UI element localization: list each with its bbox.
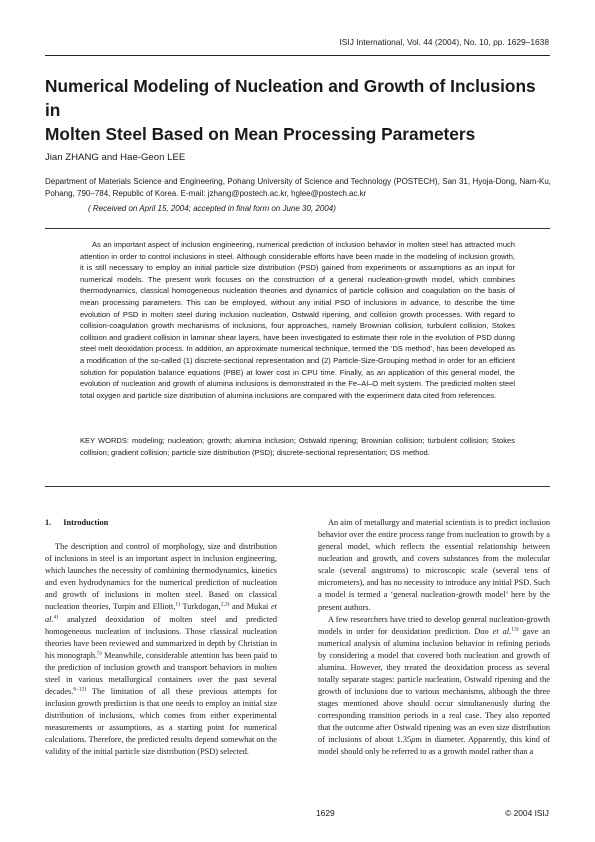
text-run: and Mukai <box>229 602 271 612</box>
title-line-2: Molten Steel Based on Mean Processing Parameters <box>45 124 476 144</box>
paper-title <box>45 74 550 146</box>
text-run: Turkdogan, <box>180 602 221 612</box>
abstract-top-rule <box>45 228 550 229</box>
journal-citation-header: ISIJ International, Vol. 44 (2004), No. 10, pp. 1629–1638 <box>339 37 549 47</box>
text-run: Meanwhile, considerable attention has been paid to the prediction of inclusion growth and transport behaviors in molten steel in various metallurgical containers over the past several decades. <box>45 650 277 697</box>
page-number: 1629 <box>316 808 335 818</box>
reference-citation: 13) <box>511 626 519 633</box>
intro-paragraph <box>45 541 277 758</box>
left-column <box>45 517 277 758</box>
text-run: m in diameter. Apparently, this kind of model should only be referred to as a growth model rather than a <box>318 735 550 757</box>
copyright-notice: © 2004 ISIJ <box>505 808 549 818</box>
author-list: Jian ZHANG and Hae-Geon LEE <box>45 152 186 163</box>
abstract-bottom-rule <box>45 486 550 487</box>
et-al: et al. <box>492 626 512 636</box>
body-paragraph: An aim of metallurgy and material scientists is to predict inclusion behavior over the entire process range from nucleation to growth by a general model, which reflects the essential relationship between nucleation and growth, and covers substances from the molecular scale (several angstroms) to microscopic scale (several tens of micrometers), and has no necessity to introduce any initial PSD. Such a model is termed a ‘general nucleation-growth model’ here by the present authors. <box>318 518 550 612</box>
header-rule <box>45 55 550 56</box>
section-heading-introduction <box>45 517 277 529</box>
received-dates: ( Received on April 15, 2004; accepted in final form on June 30, 2004) <box>88 204 336 213</box>
reference-citation: 5) <box>97 650 102 657</box>
micro-symbol: μ <box>411 735 416 745</box>
right-column <box>318 517 550 759</box>
text-run: A few researchers have tried to develop general nucleation-growth models in order for deoxidation prediction. Doo <box>318 614 550 636</box>
keywords: KEY WORDS: modeling; nucleation; growth; alumina inclusion; Ostwald ripening; Brownian collision; turbulent collision; Stokes collision; gradient collision; particle size distribution (PSD); discrete-sectional representation; DS method. <box>80 436 515 457</box>
section-number: 1. <box>45 518 52 527</box>
text-run: The limitation of all these previous attempts for inclusion growth prediction is that one needs to employ an initial size distribution of inclusions, which comes from either experimental measurements or assumptions, as a starting point for numerical calculations. Therefore, the predicted results depend somewhat on the validity of the initial particle size distribution (PSD) selected. <box>45 687 277 757</box>
section-title: Introduction <box>63 518 109 527</box>
abstract: As an important aspect of inclusion engineering, numerical prediction of inclusion behavior in molten steel has attracted much attention in order to control inclusions in steel. Although considerable efforts have been made in the modeling of inclusion growth, it is still necessary to employ an initial particle size distribution (PSD) gained from experiments or assumptions as an input for numerical models. The present work focuses on the construction of a general nucleation-growth model, which combines thermodynamics, classical homogeneous nucleation theories and dynamics of particle collision and coagulation on the basis of mean processing parameters. This can be employed, without any initial PSD of inclusions in advance, to describe the time evolution of PSD in molten steel during inclusion nucleation, Ostwald ripening, and collision growth processes. With regard to collision-coagulation growth mechanisms of inclusions, four approaches, namely Brownian collision, turbulent collision, Stokes collision and gradient collision in laminar shear layers, have been investigated to estimate their role in the evolution of PSD during steel melt deoxidation process. In addition, an approximate numerical technique, termed the ‘DS method’, has been developed as a modification of the so-called (1) discrete-sectional representation and (2) Particle-Size-Grouping method in order for an efficient solution for population balance equations (PBE) at lower cost in CPU time. Finally, as an application of this general model, the evolution of nucleation and growth of alumina inclusions is demonstrated in the Fe–Al–O melt system. The predicted molten steel total oxygen and particle size distribution of alumina inclusions are compared with the experiment data cited from references. <box>80 240 515 400</box>
author-affiliation: Department of Materials Science and Engineering, Pohang University of Science and Technology (POSTECH), San 31, Hyoja-Dong, Nam-Ku, Pohang, 790–784, Republic of Korea. E-mail: jzhang@postech.ac.kr, hglee@postech.ac.kr <box>45 177 551 198</box>
reference-citation: 2,3) <box>220 601 230 608</box>
text-run: analyzed deoxidation of molten steel and predicted homogeneous nucleation of inclusions. Those classical nucleation theories have been reviewed and summarized in depth by Christian in his monograph. <box>45 614 277 660</box>
reference-citation: 4) <box>53 614 59 621</box>
text-run: The description and control of morphology, size and distribution of inclusions in steel is an important aspect in inclusion engineering, which launches the necessity of combining thermodynamics, kinetics and even hydrodynamics for the numerical prediction of nucleation and growth of inclusions in molten steel. Based on classical nucleation theories, Turpin and Elliott, <box>45 542 277 612</box>
body-paragraph <box>318 614 550 759</box>
text-run: gave an numerical analysis of alumina inclusion behavior in refining periods by considering a model that covered both nucleation and growth of alumina. However, they treated the deoxidation process as several totally separate stages: particle nucleation, Ostwald ripening and the growth of inclusions due to various mechanisms, although the three stages mentioned above should occur simultaneously during the corresponding transition periods in a real case. They also reported that the outcome after Ostwald ripening was an even size distribution of inclusions of about 1.35 <box>318 626 550 745</box>
et-al: et al. <box>45 602 277 624</box>
reference-citation: 6–12) <box>73 686 87 693</box>
title-line-1: Numerical Modeling of Nucleation and Growth of Inclusions in <box>45 76 536 120</box>
reference-citation: 1) <box>175 601 180 608</box>
